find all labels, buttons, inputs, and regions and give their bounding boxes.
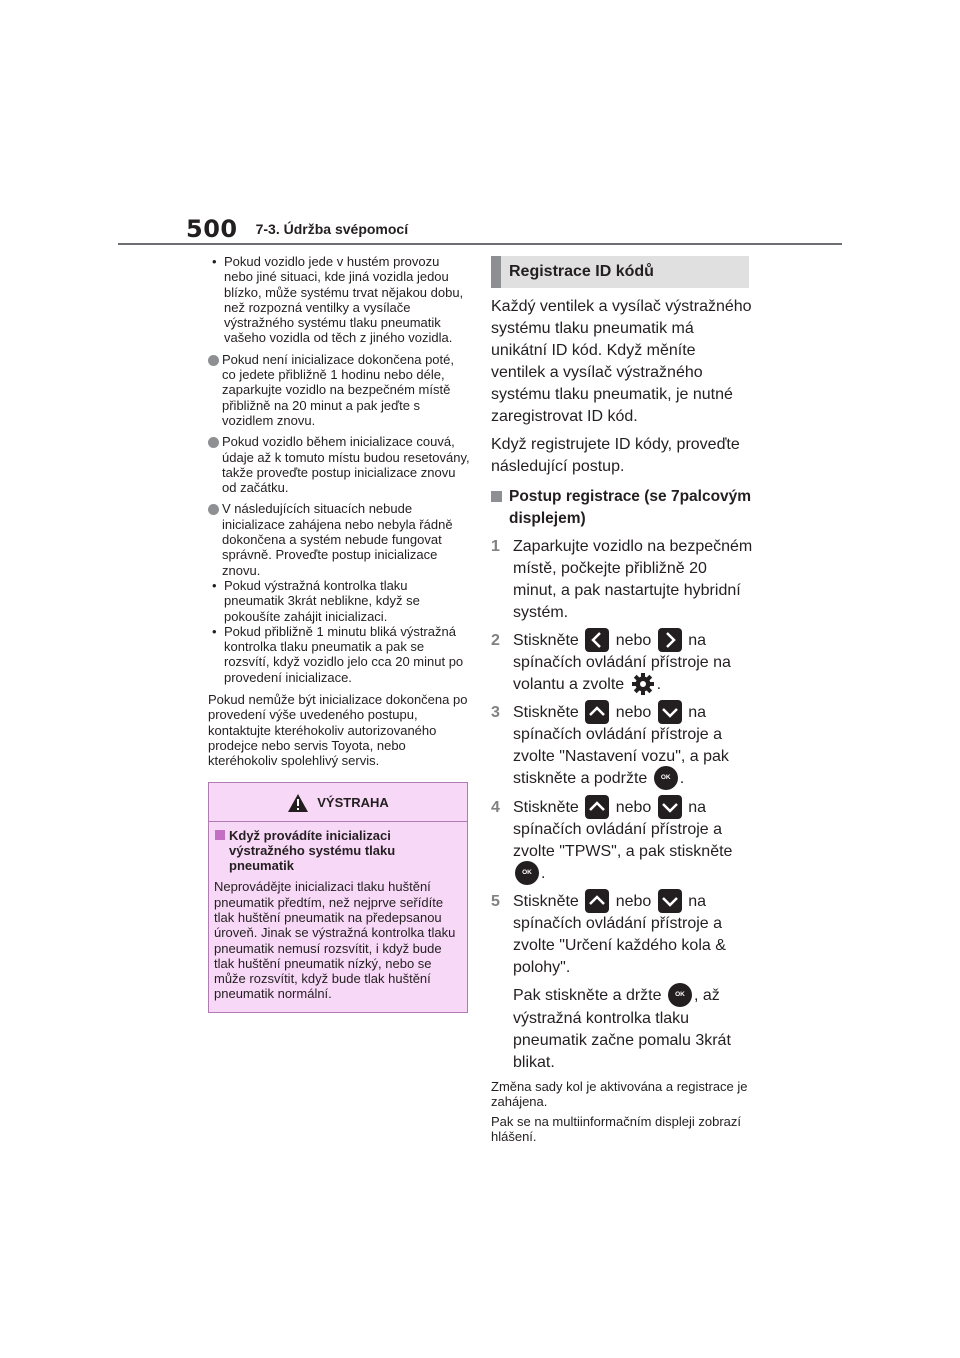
list-item: V následujících situacích nebude inicializace zahájena nebo nebyla řádně dokončena a systém nebude fungovat správně. Proveďte postup inicializace znovu. <box>208 501 470 577</box>
step-5-continued: Pak stiskněte a držte OK , až výstražná kontrolka tlaku pneumatik začne pomalu 3krát blikat. <box>491 985 753 1073</box>
paragraph: Když registrujete ID kódy, proveďte následující postup. <box>491 436 740 475</box>
closing-text: Pokud nemůže být inicializace dokončena po provedení výše uvedeného postupu, kontaktujte kteréhokoliv autorizovaného prodejce nebo servis Toyota, nebo kteréhokoliv spolehlivý servis. <box>208 692 468 769</box>
step-1: 1 Zaparkujte vozidlo na bezpečném místě, počkejte přibližně 20 minut, a pak nastartujte hybridní systém. <box>491 538 753 621</box>
note: Změna sady kol je aktivována a registrace je zahájena. <box>491 1078 748 1109</box>
page-number: 500 <box>186 215 238 243</box>
step-3: 3 Stiskněte nebo na spínačích ovládání přístroje a zvolte "Nastavení vozu", a pak stiskněte a podržte OK . <box>491 702 753 790</box>
ok-button-icon: OK <box>515 861 539 885</box>
list-item: Pokud není inicializace dokončena poté, co jedete přibližně 1 hodinu nebo déle, zaparkujte vozidlo na bezpečném místě přibližně na 20 minut a pak jeďte s vozidlem znovu. <box>208 352 470 428</box>
warning-triangle-icon <box>287 793 309 813</box>
bullet-circle-icon <box>208 504 219 515</box>
chevron-up-icon <box>585 889 609 913</box>
warning-box <box>208 782 468 1013</box>
header-rule <box>118 243 842 245</box>
chevron-left-icon <box>585 628 609 652</box>
list-item: • Pokud výstražná kontrolka tlaku pneumatik 3krát neblikne, když se pokoušíte zahájit inicializaci. <box>212 577 420 624</box>
section-heading: Registrace ID kódů <box>491 256 749 288</box>
paragraph: Každý ventilek a vysílač výstražného systému tlaku pneumatik má unikátní ID kód. Když měníte ventilek a vysílač výstražného systému tlaku pneumatik, je nutné zaregistrovat ID kód. <box>491 298 752 425</box>
warning-header <box>209 783 467 822</box>
bullet-circle-icon <box>208 355 219 366</box>
step-5: 5 Stiskněte nebo na spínačích ovládání přístroje a zvolte "Určení každého kola & polohy". <box>491 891 753 979</box>
ok-button-icon: OK <box>668 983 692 1007</box>
right-column <box>491 256 753 1144</box>
step-4: 4 Stiskněte nebo na spínačích ovládání přístroje a zvolte "TPWS", a pak stiskněte OK . <box>491 797 753 885</box>
warning-title: VÝSTRAHA <box>317 794 389 810</box>
page-header <box>186 214 408 244</box>
step-2: 2 Stiskněte nebo na spínačích ovládání přístroje na volantu a zvolte . <box>491 630 753 696</box>
bullet-circle-icon <box>208 437 219 448</box>
warning-text: Neprovádějte inicializaci tlaku huštění pneumatik předtím, než nejprve seřídíte tlak huštění pneumatik na předepsanou úroveň. Jinak se výstražná kontrolka tlaku pneumatik nemusí rozsvítit, i když bude tlak huštění pneumatik nízký, nebo se může rozsvítit, když bude tlak huštění pneumatik normální. <box>214 879 456 1002</box>
left-column <box>208 254 470 1013</box>
square-bullet-icon <box>215 830 225 840</box>
ok-button-icon: OK <box>654 766 678 790</box>
chevron-up-icon <box>585 700 609 724</box>
section-title: 7-3. Údržba svépomocí <box>255 221 409 237</box>
chevron-right-icon <box>658 628 682 652</box>
chevron-down-icon <box>658 889 682 913</box>
square-bullet-icon <box>491 491 502 502</box>
method-title: Postup registrace (se 7palcovým displejem) <box>491 486 753 530</box>
chevron-up-icon <box>585 795 609 819</box>
gear-icon <box>631 672 655 696</box>
list-item: • Pokud přibližně 1 minutu bliká výstražná kontrolka tlaku pneumatik a pak se rozsvítí, když vozidlo jelo cca 20 minut po provedení inicializace. <box>212 623 464 685</box>
chevron-down-icon <box>658 795 682 819</box>
list-item: Pokud vozidlo během inicializace couvá, údaje až k tomuto místu budou resetovány, takže proveďte postup inicializace znovu od začátku. <box>208 434 470 495</box>
warning-subtitle: Když provádíte inicializaci výstražného systému tlaku pneumatik <box>214 828 462 874</box>
list-item: • Pokud vozidlo jede v hustém provozu nebo jiné situaci, kde jiná vozidla jedou blízko, může systému trvat nějakou dobu, než rozpozná ventilky a vysílače výstražného systému tlaku pneumatik vašeho vozidla od těch z jiného vozidla. <box>212 254 464 346</box>
chevron-down-icon <box>658 700 682 724</box>
note: Pak se na multiinformačním displeji zobrazí hlášení. <box>491 1113 741 1144</box>
